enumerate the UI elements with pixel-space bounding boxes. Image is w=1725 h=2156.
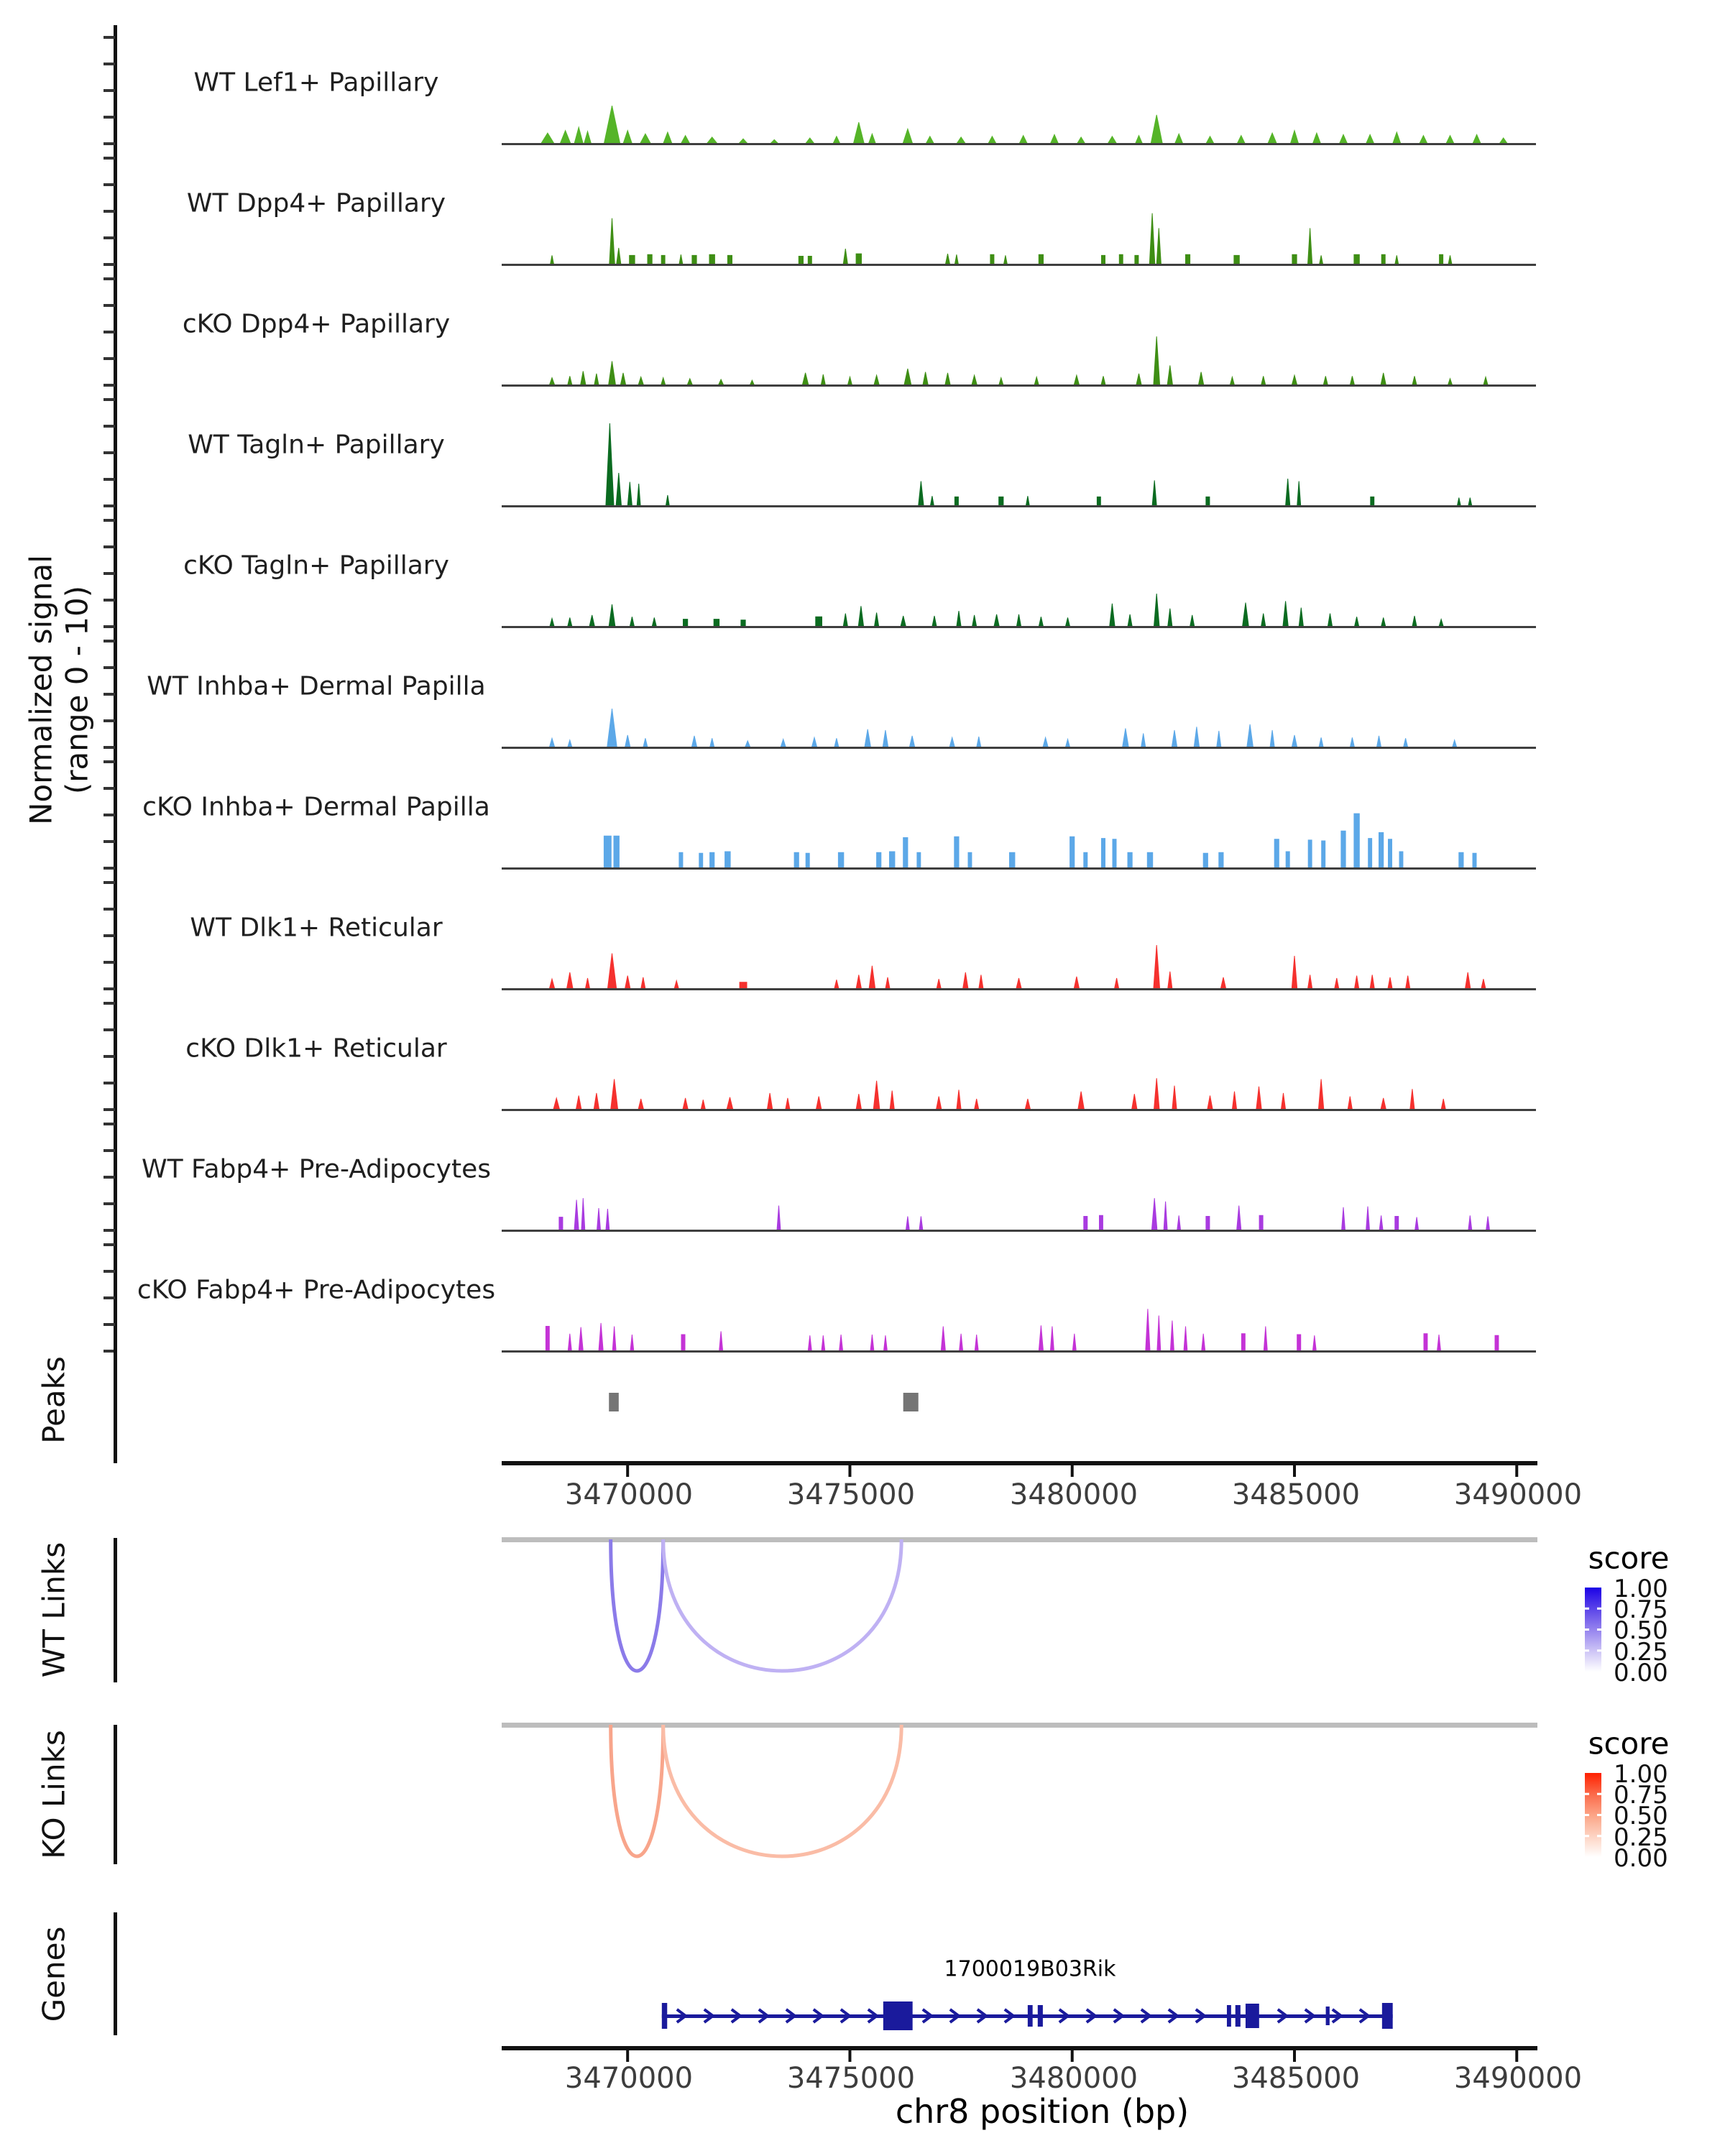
y-axis-tick [104, 1108, 115, 1111]
wt-legend-0.75: 0.75 [1614, 1595, 1668, 1624]
y-axis-tick [104, 1082, 115, 1084]
y-axis-tick [104, 693, 115, 696]
genome-axis-2-tick [626, 2050, 629, 2062]
y-axis-tick [104, 572, 115, 575]
y-axis-tick [104, 840, 115, 843]
gene-name-label: 1700019B03Rik [944, 1956, 1116, 1982]
y-axis-tick [104, 666, 115, 669]
legend-tick [1597, 1628, 1601, 1631]
track-label-cko-dlk1: cKO Dlk1+ Reticular [185, 1033, 447, 1064]
y-axis-tick [104, 157, 115, 160]
track-baseline [502, 1230, 1536, 1232]
axis2-tick-3470000: 3470000 [564, 2062, 694, 2095]
link-arc [663, 1539, 902, 1671]
axis1-tick-3485000: 3485000 [1231, 1478, 1361, 1511]
y-axis-tick [104, 451, 115, 454]
legend-tick [1585, 1628, 1589, 1631]
track-label-wt-tagln: WT Tagln+ Papillary [188, 430, 445, 460]
track-label-wt-lef1: WT Lef1+ Papillary [193, 68, 439, 98]
y-axis-tick [104, 519, 115, 522]
gene-exon [1246, 2004, 1259, 2028]
y-axis-tick [104, 398, 115, 401]
y-axis-tick [104, 908, 115, 911]
legend-tick [1585, 1814, 1589, 1816]
axis1-tick-3490000: 3490000 [1453, 1478, 1583, 1511]
axis1-tick-3480000: 3480000 [1009, 1478, 1138, 1511]
gene-exon [1326, 2007, 1330, 2025]
y-axis-tick [104, 814, 115, 816]
links-baseline-0 [502, 1537, 1537, 1542]
legend-tick [1585, 1649, 1589, 1651]
y-axis-tick [104, 357, 115, 360]
track-baseline [502, 1109, 1536, 1111]
link-arc [611, 1725, 663, 1856]
y-axis-tick [104, 640, 115, 642]
x-axis-title: chr8 position (bp) [895, 2092, 1190, 2131]
wt-links-score-title: score [1588, 1540, 1670, 1576]
links-baseline-1 [502, 1723, 1537, 1728]
genome-axis-2-tick [848, 2050, 851, 2062]
track-label-cko-fabp4: cKO Fabp4+ Pre-Adipocytes [137, 1275, 496, 1305]
y-axis-tick [104, 331, 115, 333]
signal-track-4 [550, 594, 1443, 627]
y-axis-tick [104, 1149, 115, 1152]
signal-track-2 [549, 336, 1488, 385]
section-label-ko-links: KO Links [36, 1730, 72, 1859]
signal-track-7 [549, 945, 1486, 989]
track-baseline [502, 626, 1536, 628]
y-axis-tick [104, 1323, 115, 1326]
genes-axis [114, 1912, 117, 2035]
y-axis-tick [104, 1229, 115, 1232]
y-axis-tick [104, 63, 115, 65]
signal-track-5 [549, 709, 1457, 747]
link-arc [663, 1725, 902, 1856]
genome-axis-1 [502, 1461, 1537, 1465]
y-axis-tick [104, 142, 115, 145]
signal-track-10 [546, 1309, 1498, 1351]
y-axis-tick [104, 425, 115, 428]
genome-axis-2 [502, 2046, 1537, 2050]
genome-axis-2-tick [1515, 2050, 1518, 2062]
y-axis-tick [104, 599, 115, 602]
axis1-tick-3475000: 3475000 [786, 1478, 916, 1511]
axis2-tick-3480000: 3480000 [1009, 2062, 1138, 2095]
link-arc [611, 1539, 663, 1671]
signal-track-6 [604, 814, 1476, 868]
gene-exon [662, 2003, 667, 2029]
gene-exon [1038, 2005, 1043, 2027]
wt-legend-0.00: 0.00 [1614, 1659, 1668, 1687]
track-baseline [502, 505, 1536, 507]
track-label-cko-dpp4: cKO Dpp4+ Papillary [182, 309, 451, 339]
gene-exon [1382, 2003, 1393, 2029]
genome-axis-1-tick [1293, 1465, 1296, 1477]
y-axis-tick [104, 1002, 115, 1005]
track-label-wt-dlk1: WT Dlk1+ Reticular [190, 913, 443, 943]
track-baseline [502, 988, 1536, 990]
genome-axis-1-tick [1515, 1465, 1518, 1477]
y-axis-label-line2: (range 0 - 10) [59, 585, 95, 795]
y-axis-tick [104, 787, 115, 790]
legend-tick [1597, 1649, 1601, 1651]
y-axis-tick [104, 881, 115, 884]
wt-legend-1.00: 1.00 [1614, 1575, 1668, 1603]
y-axis-tick [104, 263, 115, 266]
ko-legend-0.25: 0.25 [1614, 1823, 1668, 1852]
y-axis-tick [104, 1055, 115, 1058]
y-axis-tick [104, 1270, 115, 1273]
track-label-wt-inhba: WT Inhba+ Dermal Papilla [147, 671, 486, 701]
ko-legend-0.75: 0.75 [1614, 1781, 1668, 1810]
ko-legend-1.00: 1.00 [1614, 1760, 1668, 1789]
axis1-tick-3470000: 3470000 [564, 1478, 694, 1511]
signal-track-9 [559, 1198, 1490, 1230]
section-label-genes: Genes [36, 1926, 72, 2022]
legend-tick [1597, 1793, 1601, 1795]
y-axis-tick [104, 1243, 115, 1246]
genome-axis-1-tick [626, 1465, 629, 1477]
y-axis-tick [104, 1176, 115, 1179]
links-axis-1 [114, 1725, 117, 1864]
y-axis-tick [104, 277, 115, 280]
y-axis-tick [104, 545, 115, 548]
y-axis-tick [104, 760, 115, 763]
y-axis-tick [104, 1028, 115, 1031]
legend-tick [1585, 1608, 1589, 1610]
y-axis-tick [104, 36, 115, 39]
signal-y-axis [114, 25, 117, 1355]
y-axis-tick [104, 1350, 115, 1353]
y-axis-tick [104, 236, 115, 239]
y-axis-tick [104, 867, 115, 870]
y-axis-tick [104, 625, 115, 628]
track-label-cko-tagln: cKO Tagln+ Papillary [183, 550, 449, 581]
legend-tick [1585, 1835, 1589, 1837]
wt-legend-0.50: 0.50 [1614, 1616, 1668, 1645]
y-axis-tick [104, 304, 115, 307]
section-label-wt-links: WT Links [36, 1542, 72, 1678]
track-label-wt-dpp4: WT Dpp4+ Papillary [186, 188, 446, 218]
gene-exon [1227, 2005, 1231, 2027]
y-axis-tick [104, 116, 115, 119]
y-axis-tick [104, 505, 115, 507]
y-axis-tick [104, 1123, 115, 1125]
track-label-cko-inhba: cKO Inhba+ Dermal Papilla [142, 792, 490, 822]
y-axis-tick [104, 384, 115, 387]
signal-track-3 [606, 423, 1472, 506]
genome-axis-2-tick [1071, 2050, 1074, 2062]
signal-track-0 [541, 106, 1508, 144]
axis2-tick-3475000: 3475000 [786, 2062, 916, 2095]
track-baseline [502, 867, 1536, 870]
y-axis-tick [104, 987, 115, 990]
gene-exon [1236, 2005, 1241, 2027]
signal-track-1 [551, 213, 1452, 264]
axis2-tick-3485000: 3485000 [1231, 2062, 1361, 2095]
signal-track-8 [553, 1078, 1445, 1110]
y-axis-tick [104, 1202, 115, 1205]
ko-legend-0.50: 0.50 [1614, 1802, 1668, 1830]
track-baseline [502, 747, 1536, 749]
y-axis-tick [104, 478, 115, 481]
axis2-tick-3490000: 3490000 [1453, 2062, 1583, 2095]
gene-exon [1028, 2005, 1033, 2027]
y-axis-tick [104, 89, 115, 92]
legend-tick [1597, 1835, 1601, 1837]
y-axis-tick [104, 746, 115, 749]
y-axis-tick [104, 961, 115, 964]
track-baseline [502, 384, 1536, 387]
y-axis-tick [104, 719, 115, 722]
track-baseline [502, 1350, 1536, 1353]
peak-interval [609, 1393, 619, 1411]
gene-exon [883, 2001, 913, 2030]
wt-legend-0.25: 0.25 [1614, 1638, 1668, 1667]
y-axis-tick [104, 183, 115, 186]
track-label-wt-fabp4: WT Fabp4+ Pre-Adipocytes [142, 1154, 491, 1184]
ko-links-score-title: score [1588, 1726, 1670, 1761]
y-axis-tick [104, 934, 115, 937]
track-baseline [502, 264, 1536, 266]
y-axis-tick [104, 1296, 115, 1299]
y-axis-label-line1: Normalized signal [23, 555, 59, 825]
ko-legend-0.00: 0.00 [1614, 1844, 1668, 1873]
y-axis-tick [104, 210, 115, 213]
genome-axis-2-tick [1293, 2050, 1296, 2062]
legend-tick [1585, 1793, 1589, 1795]
peaks-axis [114, 1337, 117, 1463]
track-baseline [502, 143, 1536, 145]
links-axis-0 [114, 1538, 117, 1682]
legend-tick [1597, 1814, 1601, 1816]
genome-axis-1-tick [848, 1465, 851, 1477]
genome-axis-1-tick [1071, 1465, 1074, 1477]
legend-tick [1597, 1608, 1601, 1610]
peak-interval [903, 1393, 919, 1411]
section-label-peaks: Peaks [36, 1356, 72, 1444]
